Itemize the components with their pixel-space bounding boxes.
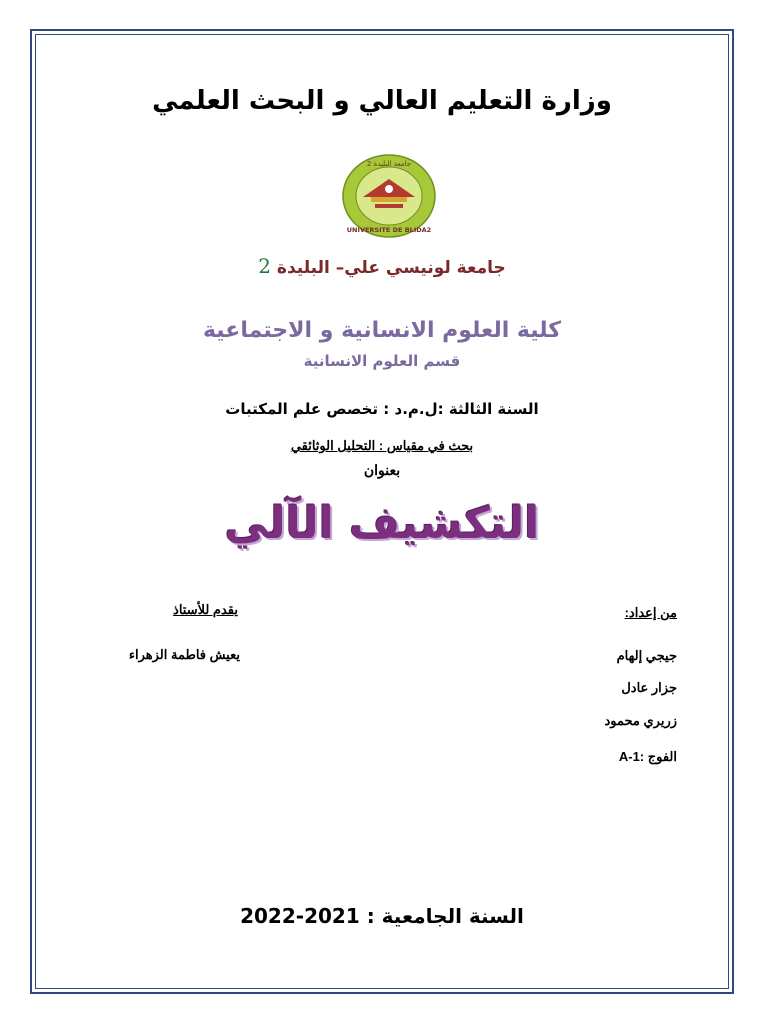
student-name: جزار عادل xyxy=(621,680,677,695)
study-year: السنة الثالثة :ل.م.د : تخصص علم المكتبات xyxy=(225,400,539,418)
group-label: الفوج :1-A xyxy=(618,749,677,764)
titled-label: بعنوان xyxy=(363,462,401,478)
ministry-title: وزارة التعليم العالي و البحث العلمي xyxy=(152,86,612,116)
research-subject: بحث في مقياس : التحليل الوثائقي xyxy=(290,438,474,453)
academic-year: السنة الجامعية : 2021-2022 xyxy=(240,904,524,928)
university-logo xyxy=(341,153,437,239)
student-name: زريري محمود xyxy=(604,713,677,728)
university-name xyxy=(40,254,724,278)
faculty-name: كلية العلوم الانسانية و الاجتماعية xyxy=(202,318,562,343)
document-title: التكشيف الآلي xyxy=(224,498,540,549)
university-name-text: جامعة لونيسي علي– البليدة xyxy=(276,258,506,278)
student-name: جيجي إلهام xyxy=(616,648,677,663)
logo-bottom-text: UNIVERSITE DE BLIDA2 xyxy=(346,226,432,234)
logo-top-text: جامعة البليدة 2 xyxy=(366,160,412,168)
university-number: 2 xyxy=(258,254,271,278)
presented-to-label: يقدم للأستاذ xyxy=(173,602,238,617)
prepared-by-label: من إعداد: xyxy=(624,605,677,620)
professor-name: يعيش فاطمة الزهراء xyxy=(128,647,240,662)
department-name: قسم العلوم الانسانية xyxy=(303,352,461,370)
